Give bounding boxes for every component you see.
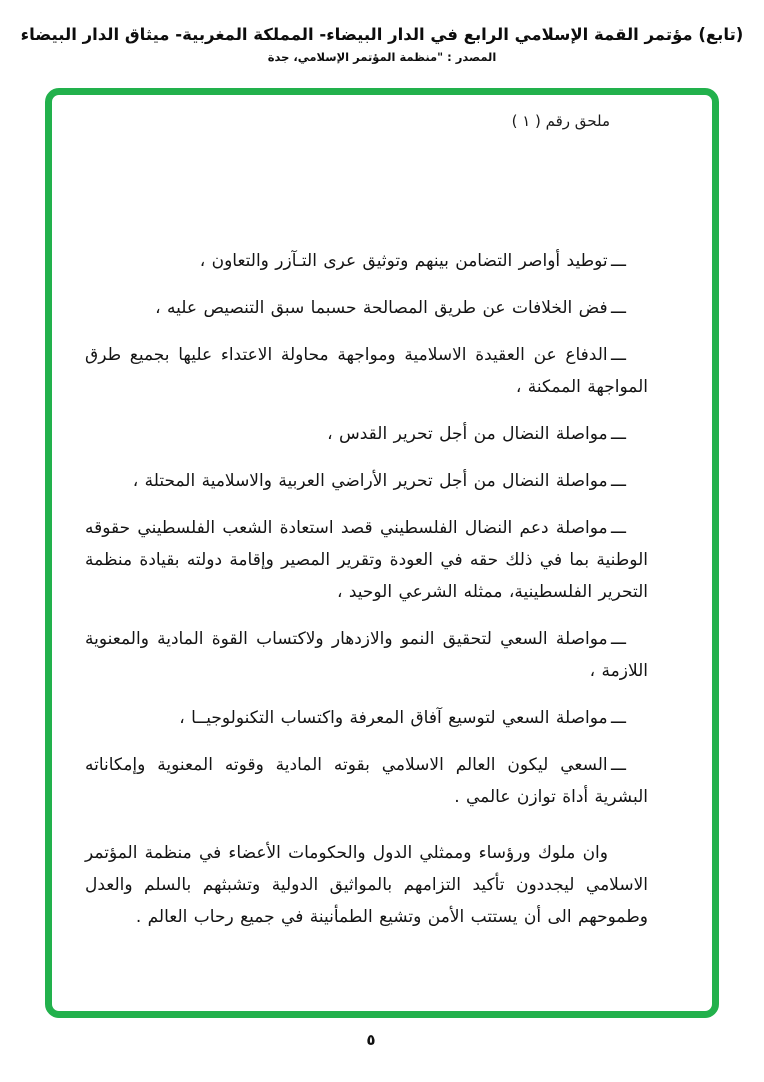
bullet-dash-icon: ـــ: [611, 629, 626, 649]
bullet-dash-icon: ـــ: [611, 345, 626, 365]
bullet-item: [85, 245, 648, 277]
annex-label: ملحق رقم ( ١ ): [511, 112, 610, 130]
bullet-dash-icon: ـــ: [611, 298, 626, 318]
bullet-dash-icon: ـــ: [611, 424, 626, 444]
bullet-dash-icon: ـــ: [611, 755, 626, 775]
bullet-text: توطيد أواصر التضامن بينهم وتوثيق عرى التـآزر والتعاون ،: [199, 251, 608, 271]
bullet-item: [85, 623, 648, 687]
bullet-item: [85, 749, 648, 813]
bullet-dash-icon: ـــ: [611, 251, 626, 271]
bullet-text: فض الخلافات عن طريق المصالحة حسبما سبق التنصيص عليه ،: [155, 298, 608, 318]
bullet-item: [85, 512, 648, 608]
bullet-item: [85, 465, 648, 497]
bullet-dash-icon: ـــ: [611, 471, 626, 491]
bullet-item: [85, 702, 648, 734]
bullet-item: [85, 339, 648, 403]
bullet-dash-icon: ـــ: [611, 708, 626, 728]
bullet-text: السعي ليكون العالم الاسلامي بقوته المادية وقوته المعنوية وإمكاناته البشرية أداة توازن عالمي .: [85, 755, 648, 807]
charter-green-box: [45, 88, 719, 1018]
bullet-text: مواصلة النضال من أجل تحرير القدس ،: [327, 424, 608, 444]
bullet-item: [85, 418, 648, 450]
closing-paragraph: وان ملوك ورؤساء وممثلي الدول والحكومات الأعضاء في منظمة المؤتمر الاسلامي ليجددون تأكيد التزامهم بالمواثيق الدولية وتشبثهم بالسلم والعدل وطموحهم الى أن يستتب الأمن وتشيع الطمأنينة في جميع رحاب العالم .: [85, 843, 648, 927]
bullet-dash-icon: ـــ: [611, 518, 626, 538]
header-source: المصدر : "منظمة المؤتمر الإسلامي، جدة: [267, 50, 497, 64]
header-title: (تابع) مؤتمر القمة الإسلامي الرابع في الدار البيضاء- المملكة المغربية- ميثاق الدار البيضاء: [20, 25, 744, 44]
page-number: ٥: [366, 1031, 376, 1049]
bullet-text: مواصلة السعي لتوسيع آفاق المعرفة واكتساب التكنولوجيــا ،: [179, 708, 608, 728]
bullet-text: مواصلة النضال من أجل تحرير الأراضي العربية والاسلامية المحتلة ،: [132, 471, 608, 491]
page-header: [0, 22, 764, 64]
bullet-text: مواصلة دعم النضال الفلسطيني قصد استعادة الشعب الفلسطيني حقوقه الوطنية بما في ذلك حقه في العودة وتقرير المصير وإقامة دولته بقيادة منظمة التحرير الفلسطينية، ممثله الشرعي الوحيد ،: [85, 518, 648, 602]
bullet-text: مواصلة السعي لتحقيق النمو والازدهار ولاكتساب القوة المادية والمعنوية اللازمة ،: [85, 629, 648, 681]
bullet-list: [85, 245, 648, 813]
bullet-text: الدفاع عن العقيدة الاسلامية ومواجهة محاولة الاعتداء عليها بجميع طرق المواجهة الممكنة ،: [85, 345, 648, 397]
bullet-item: [85, 292, 648, 324]
